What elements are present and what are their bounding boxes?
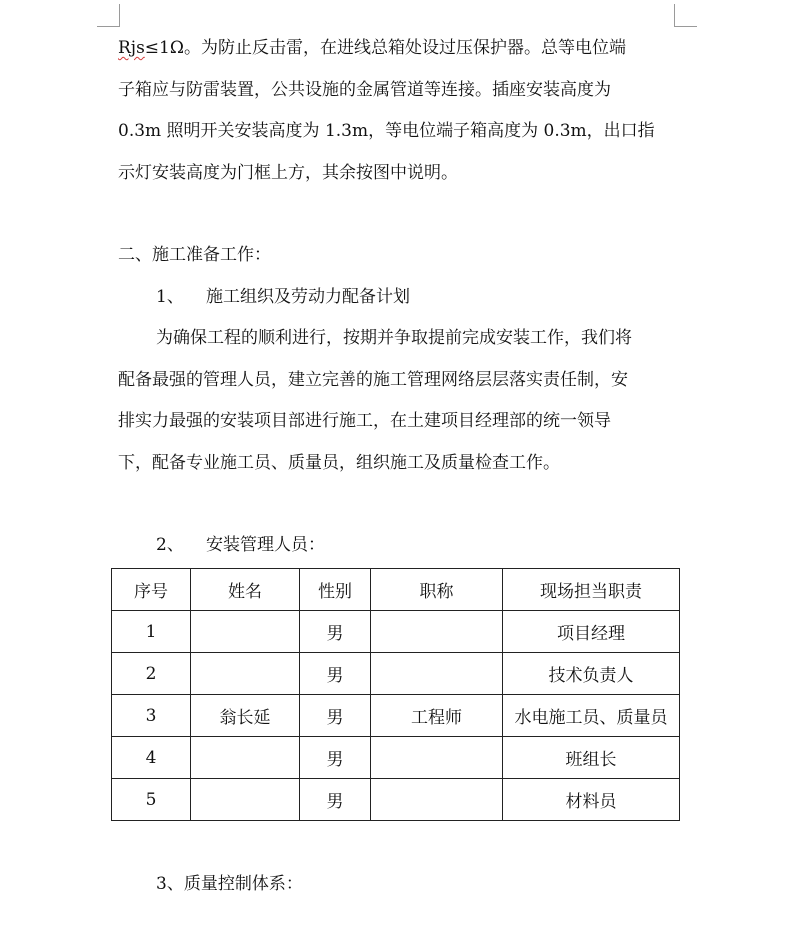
table-cell: 1: [112, 611, 191, 653]
table-cell: 技术负责人: [503, 653, 680, 695]
table-row: [112, 737, 680, 779]
table-cell: [191, 737, 300, 779]
table-header-row: [112, 569, 680, 611]
column-header: 现场担当职责: [503, 569, 680, 611]
table-cell: [371, 737, 503, 779]
table-cell: [371, 653, 503, 695]
table-cell: 水电施工员、质量员: [503, 695, 680, 737]
column-header: 姓名: [191, 569, 300, 611]
table-cell: 男: [300, 737, 371, 779]
table-row: [112, 611, 680, 653]
paragraph-line: 下，配备专业施工员、质量员，组织施工及质量检查工作。: [118, 452, 560, 473]
paragraph-line: 为确保工程的顺利进行，按期并争取提前完成安装工作，我们将: [156, 328, 632, 348]
table-cell: [191, 653, 300, 695]
list-title: 安装管理人员：: [206, 535, 325, 555]
table-cell: 2: [112, 653, 191, 695]
table-cell: 5: [112, 779, 191, 821]
list-number: 2、: [156, 535, 184, 555]
table-cell: 男: [300, 611, 371, 653]
page-corner-mark-left: [97, 4, 120, 27]
table-cell: [191, 611, 300, 653]
table-cell: 男: [300, 779, 371, 821]
column-header: 序号: [112, 569, 191, 611]
table-row: [112, 653, 680, 695]
list-item-heading: [118, 277, 678, 319]
list-number: 1、: [156, 286, 184, 307]
section-heading: 二、施工准备工作：: [118, 245, 271, 265]
table-cell: [191, 779, 300, 821]
paragraph-line: Rjs≤1Ω。为防止反击雷，在进线总箱处设过压保护器。总等电位端: [118, 38, 626, 58]
table-cell: [371, 779, 503, 821]
table-row: [112, 695, 680, 737]
list-title: 施工组织及劳动力配备计划: [206, 286, 410, 307]
table-cell: 工程师: [371, 695, 503, 737]
document-page: [118, 28, 678, 567]
page-corner-mark-right: [674, 4, 697, 27]
column-header: 职称: [371, 569, 503, 611]
column-header: 性别: [300, 569, 371, 611]
spellcheck-word: Rjs: [118, 38, 145, 58]
paragraph-line: 配备最强的管理人员，建立完善的施工管理网络层层落实责任制，安: [118, 369, 628, 390]
table-cell: 男: [300, 695, 371, 737]
table-cell: 3: [112, 695, 191, 737]
table-cell: 项目经理: [503, 611, 680, 653]
table-cell: 班组长: [503, 737, 680, 779]
paragraph-line: 示灯安装高度为门框上方，其余按图中说明。: [118, 162, 458, 183]
table-cell: 翁长延: [191, 695, 300, 737]
staff-table: [111, 568, 680, 821]
table-cell: 4: [112, 737, 191, 779]
table-cell: 材料员: [503, 779, 680, 821]
table-cell: [371, 611, 503, 653]
table-cell: 男: [300, 653, 371, 695]
list-item-heading: 3、质量控制体系：: [156, 874, 303, 894]
paragraph-line: 排实力最强的安装项目部进行施工，在土建项目经理部的统一领导: [118, 411, 611, 431]
list-item-heading: [118, 525, 678, 567]
paragraph-line: 0.3m 照明开关安装高度为 1.3m，等电位端子箱高度为 0.3m，出口指: [118, 121, 655, 141]
paragraph-line: 子箱应与防雷装置，公共设施的金属管道等连接。插座安装高度为: [118, 79, 611, 100]
table-row: [112, 779, 680, 821]
